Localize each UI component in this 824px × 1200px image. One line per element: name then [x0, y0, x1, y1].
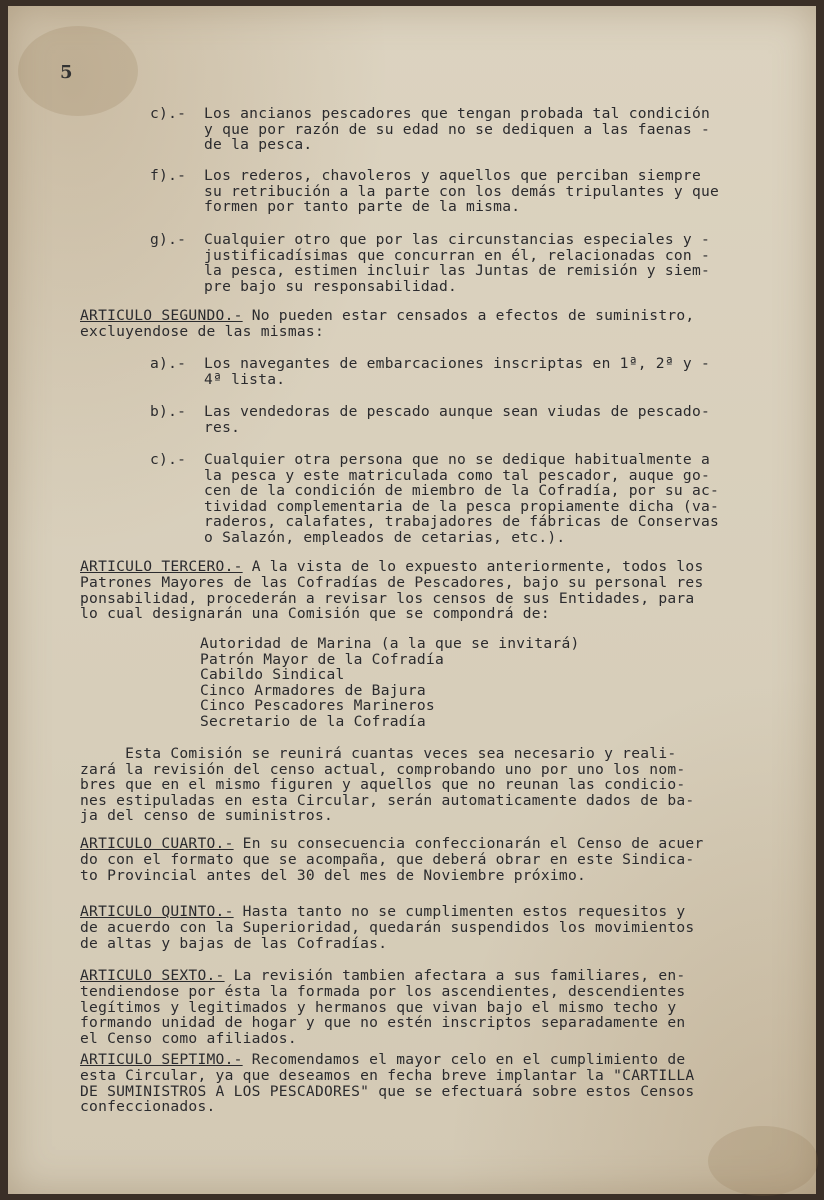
article-heading: ARTICULO TERCERO.- [80, 558, 243, 575]
commission-member: Cabildo Sindical [200, 666, 345, 684]
list-item-label: c).- [150, 451, 187, 468]
list-item-line: res. [204, 418, 241, 436]
list-item-line: 4ª lista. [204, 370, 286, 388]
article-text: La revisión tambien afectara a sus familiares, en- [224, 967, 686, 984]
list-item-line: y que por razón de su edad no se dediquen a las faenas - [204, 120, 711, 138]
paper-stain [708, 1126, 818, 1196]
article-line: Esta Comisión se reunirá cuantas veces sea necesario y reali- [80, 745, 677, 762]
list-item-line: su retribución a la parte con los demás tripulantes y que [204, 182, 720, 200]
commission-member: Patrón Mayor de la Cofradía [200, 650, 444, 668]
list-item-label: f).- [150, 167, 187, 184]
commission-member: Cinco Armadores de Bajura [200, 681, 426, 699]
article-line: excluyendose de las mismas: [80, 322, 324, 340]
article-line: confeccionados. [80, 1098, 216, 1116]
commission-member: Secretario de la Cofradía [200, 713, 426, 730]
list-item-line: pre bajo su responsabilidad. [204, 277, 458, 295]
list-item-line: Cualquier otra persona que no se dedique habitualmente a [204, 451, 711, 468]
article-tercero [80, 559, 704, 575]
article-line: ponsabilidad, procederán a revisar los censos de sus Entidades, para [80, 589, 695, 607]
article-line: formando unidad de hogar y que no estén inscriptos separadamente en [80, 1014, 686, 1032]
list-item-line: cen de la condición de miembro de la Cofradía, por su ac- [204, 482, 720, 500]
list-item-line: la pesca, estimen incluir las Juntas de remisión y siem- [204, 262, 711, 280]
article-line: to Provincial antes del 30 del mes de Noviembre próximo. [80, 866, 587, 884]
page-number: 5 [60, 62, 73, 83]
list-item-line: Los rederos, chavoleros y aquellos que perciban siempre [204, 167, 701, 184]
article-text: Recomendamos el mayor celo en el cumplimiento de [242, 1051, 686, 1068]
list-item-line: Los navegantes de embarcaciones inscriptas en 1ª, 2ª y - [204, 355, 711, 372]
article-cuarto [80, 836, 704, 852]
article-line: lo cual designarán una Comisión que se compondrá de: [80, 605, 550, 623]
article-line: DE SUMINISTROS A LOS PESCADORES" que se efectuará sobre estos Censos [80, 1082, 695, 1100]
article-quinto [80, 904, 685, 920]
list-item-label: c).- [150, 105, 187, 122]
article-line: nes estipuladas en esta Circular, serán automaticamente dados de ba- [80, 791, 695, 809]
article-line: Patrones Mayores de las Cofradías de Pescadores, bajo su personal res [80, 574, 704, 591]
list-item-line: justificadísimas que concurran en él, relacionadas con - [204, 246, 711, 264]
article-line: de acuerdo con la Superioridad, quedarán suspendidos los movimientos [80, 919, 695, 936]
list-item-line: raderos, calafates, trabajadores de fábricas de Conservas [204, 513, 720, 531]
article-heading: ARTICULO SEXTO.- [80, 967, 225, 984]
typewritten-page [8, 6, 816, 1194]
list-item-label: b).- [150, 403, 187, 420]
list-item-label: g).- [150, 231, 187, 248]
article-line: el Censo como afiliados. [80, 1029, 297, 1047]
list-item-line: o Salazón, empleados de cetarias, etc.). [204, 529, 566, 546]
list-item-line: Cualquier otro que por las circunstancias especiales y - [204, 231, 711, 248]
article-heading: ARTICULO QUINTO.- [80, 903, 234, 920]
list-item-line: Los ancianos pescadores que tengan probada tal condición [204, 105, 711, 122]
article-septimo [80, 1052, 685, 1068]
article-line: ja del censo de suministros. [80, 807, 334, 825]
article-heading: ARTICULO SEPTIMO.- [80, 1051, 243, 1068]
article-text: No pueden estar censados a efectos de suministro, [242, 307, 695, 324]
list-item-line: formen por tanto parte de la misma. [204, 198, 521, 216]
article-line: esta Circular, ya que deseamos en fecha breve implantar la "CARTILLA [80, 1067, 695, 1084]
article-text: En su consecuencia confeccionarán el Censo de acuer [233, 835, 704, 852]
article-line: bres que en el mismo figuren y aquellos que no reunan las condicio- [80, 776, 686, 794]
article-line: tendiendose por ésta la formada por los ascendientes, descendientes [80, 983, 686, 1000]
article-line: de altas y bajas de las Cofradías. [80, 934, 388, 952]
list-item-label: a).- [150, 355, 187, 372]
article-heading: ARTICULO CUARTO.- [80, 835, 234, 852]
list-item-line: tividad complementaria de la pesca propiamente dicha (va- [204, 497, 720, 515]
commission-member: Cinco Pescadores Marineros [200, 697, 435, 715]
paper-stain [18, 26, 138, 116]
article-line: legítimos y legitimados y hermanos que vivan bajo el mismo techo y [80, 998, 677, 1016]
list-item-line: Las vendedoras de pescado aunque sean viudas de pescado- [204, 403, 711, 420]
article-text: Hasta tanto no se cumplimenten estos requesitos y [233, 903, 686, 920]
article-segundo [80, 308, 694, 324]
article-heading: ARTICULO SEGUNDO.- [80, 307, 243, 324]
article-text: A la vista de lo expuesto anteriormente, todos los [242, 558, 704, 575]
commission-member: Autoridad de Marina (a la que se invitará) [200, 635, 580, 652]
article-sexto [80, 968, 685, 984]
list-item-line: la pesca y este matriculada como tal pescador, auque go- [204, 466, 711, 484]
list-item-line: de la pesca. [204, 136, 313, 154]
article-line: do con el formato que se acompaña, que deberá obrar en este Sindica- [80, 851, 695, 868]
article-line: zará la revisión del censo actual, comprobando uno por uno los nom- [80, 760, 686, 778]
